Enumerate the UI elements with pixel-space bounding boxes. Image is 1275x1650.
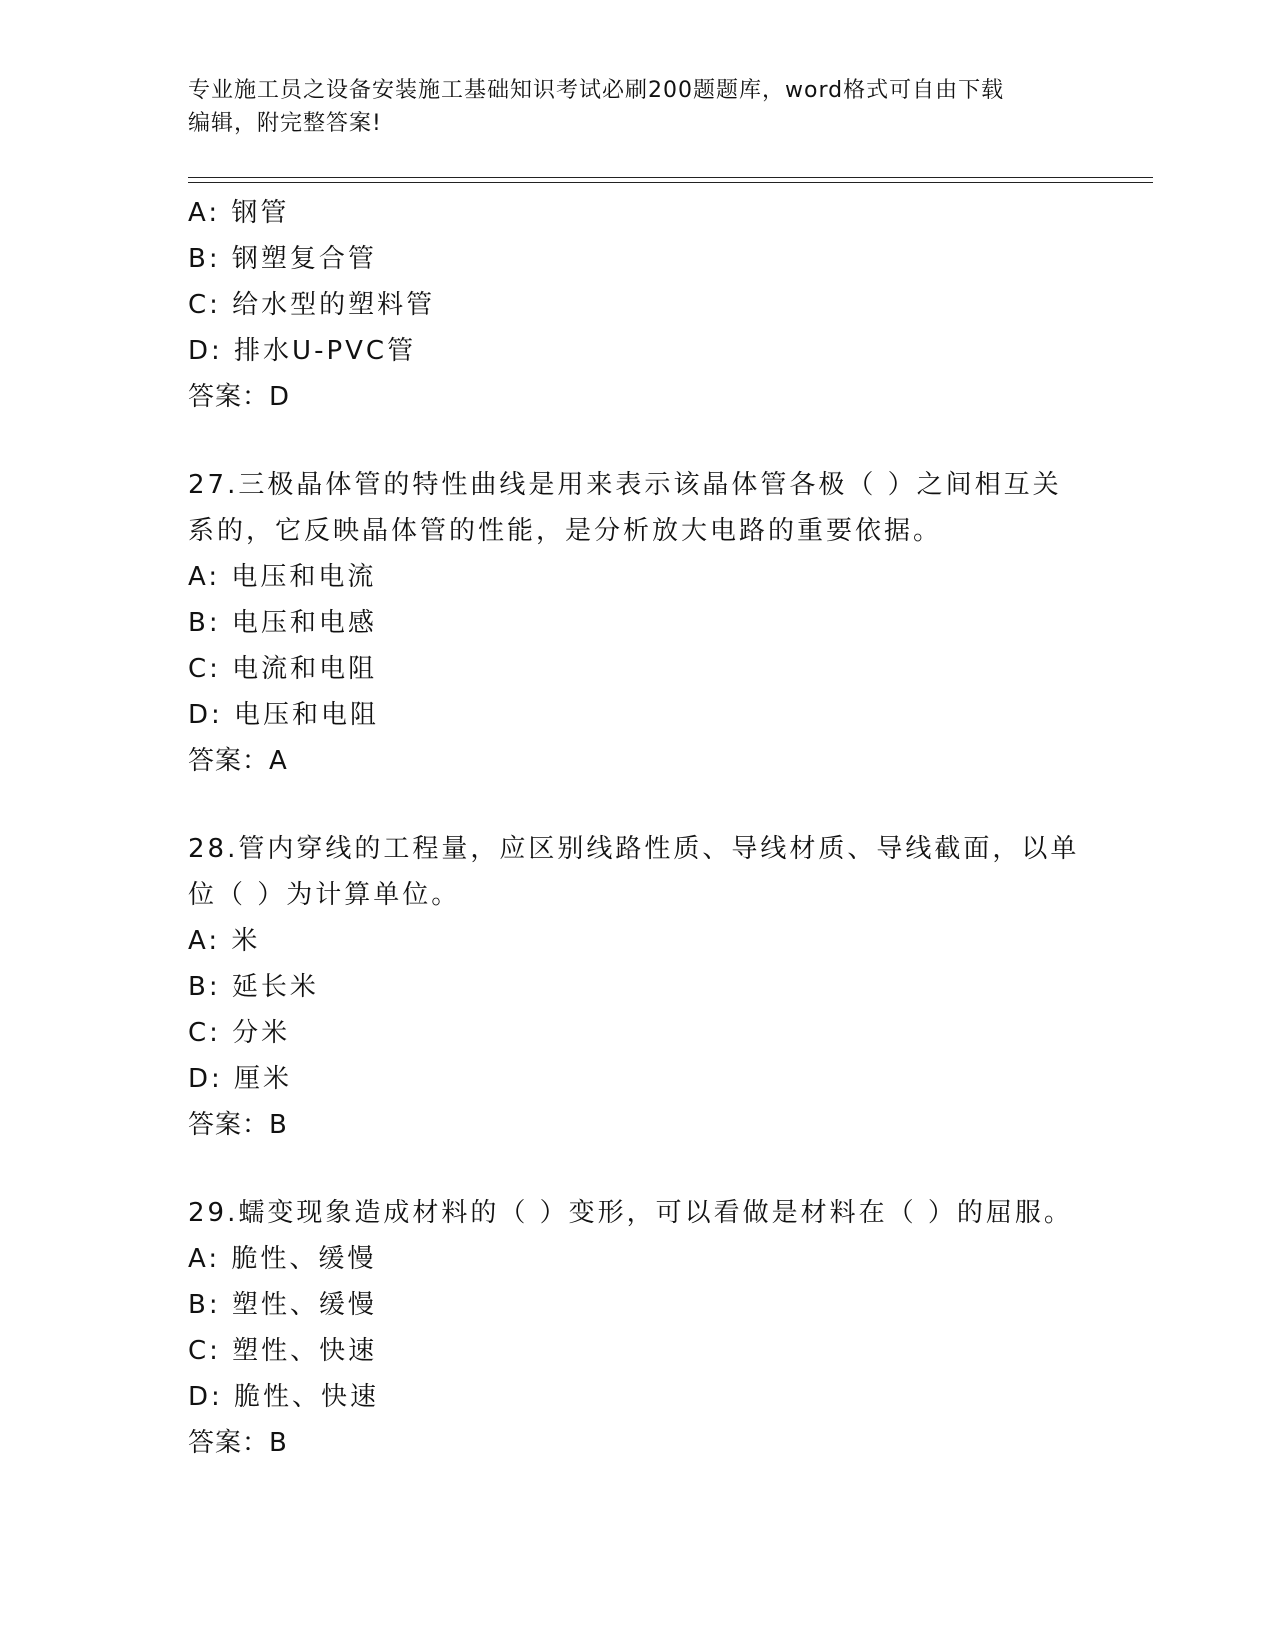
option-b: B: 钢塑复合管	[188, 244, 377, 274]
question-fragment	[188, 190, 1088, 420]
option-d: D: 脆性、快速	[188, 1382, 380, 1412]
option-c: C: 分米	[188, 1018, 291, 1048]
option-a: A: 米	[188, 926, 261, 956]
answer-line: 答案：B	[188, 1428, 288, 1458]
option-c: C: 给水型的塑料管	[188, 290, 436, 320]
question-text-line-1: 29.蠕变现象造成材料的（ ）变形，可以看做是材料在（ ）的屈服。	[188, 1198, 1073, 1228]
option-a: A: 钢管	[188, 198, 290, 228]
answer-line: 答案：D	[188, 382, 291, 412]
question-text-line-1: 27.三极晶体管的特性曲线是用来表示该晶体管各极（ ）之间相互关	[188, 470, 1062, 500]
option-d: D: 电压和电阻	[188, 700, 380, 730]
option-b: B: 电压和电感	[188, 608, 377, 638]
option-c: C: 塑性、快速	[188, 1336, 378, 1366]
question-29	[188, 1190, 1088, 1466]
option-d: D: 排水U-PVC管	[188, 336, 417, 366]
answer-line: 答案：B	[188, 1110, 288, 1140]
header-divider-top	[188, 177, 1153, 178]
option-b: B: 塑性、缓慢	[188, 1290, 377, 1320]
question-text-line-1: 28.管内穿线的工程量，应区别线路性质、导线材质、导线截面，以单	[188, 834, 1080, 864]
option-d: D: 厘米	[188, 1064, 293, 1094]
header-divider-bottom	[188, 182, 1153, 183]
option-c: C: 电流和电阻	[188, 654, 378, 684]
question-27	[188, 462, 1088, 784]
option-b: B: 延长米	[188, 972, 319, 1002]
option-a: A: 脆性、缓慢	[188, 1244, 377, 1274]
header-line-2: 编辑，附完整答案!	[188, 111, 382, 136]
document-body	[188, 190, 1088, 1466]
question-text-line-2: 位（ ）为计算单位。	[188, 880, 461, 910]
document-header	[188, 74, 1068, 140]
header-line-1: 专业施工员之设备安装施工基础知识考试必刷200题题库，word格式可自由下载	[188, 78, 1005, 103]
question-28	[188, 826, 1088, 1148]
option-a: A: 电压和电流	[188, 562, 377, 592]
question-text-line-2: 系的，它反映晶体管的性能，是分析放大电路的重要依据。	[188, 516, 943, 546]
answer-line: 答案：A	[188, 746, 288, 776]
